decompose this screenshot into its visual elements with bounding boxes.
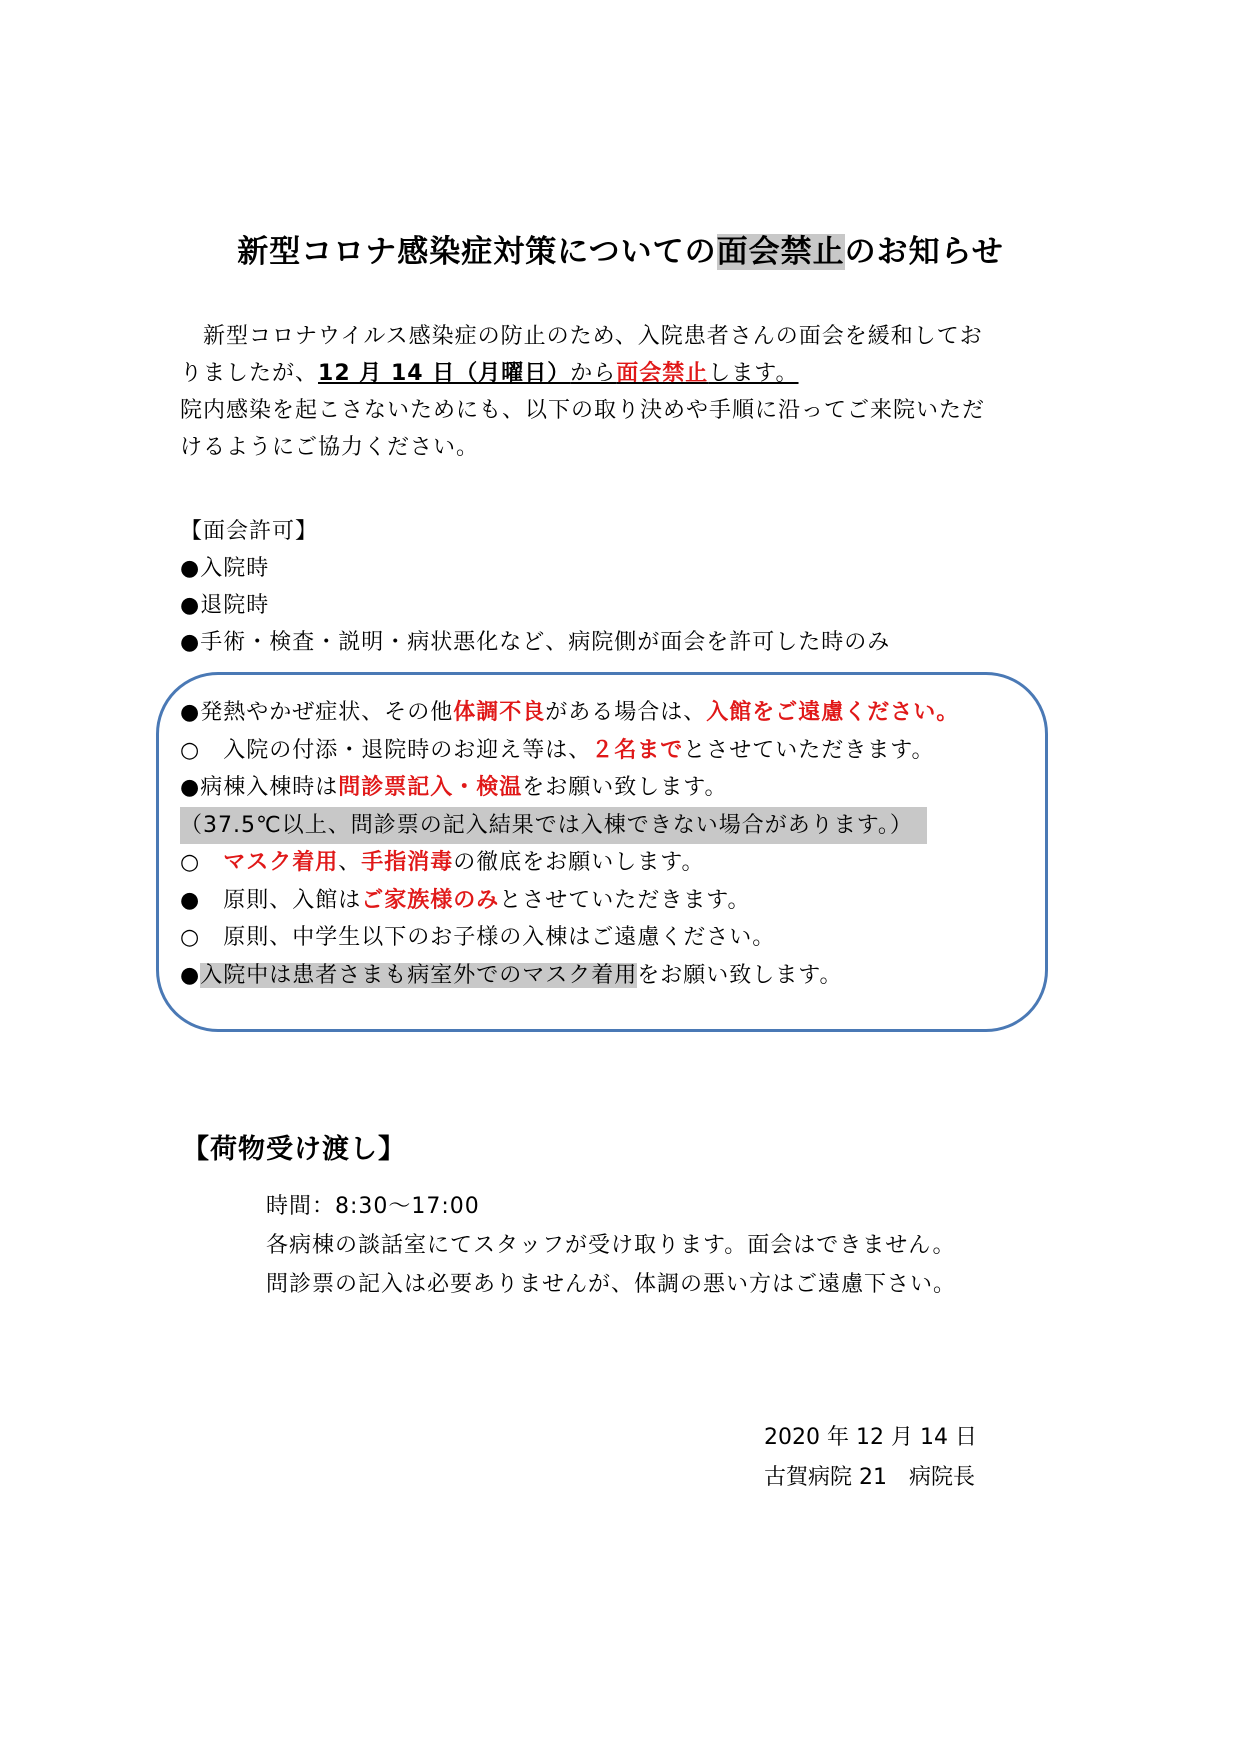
intro-line: 院内感染を起こさないためにも、以下の取り決めや手順に沿ってご来院いただ <box>180 398 986 423</box>
rule-text: とさせていただきます。 <box>499 887 751 913</box>
sign-author: 古賀病院 21 病院長 <box>764 1465 975 1490</box>
intro-ban-text: 面会禁止 <box>616 361 709 386</box>
permit-item: ●退院時 <box>180 593 270 618</box>
intro-text: から <box>570 361 617 386</box>
permit-item: ●入院時 <box>180 556 270 581</box>
page-title <box>0 226 1241 271</box>
rule-text: ○ 入院の付添・退院時のお迎え等は、 <box>180 737 592 763</box>
rule-emphasis: 手指消毒 <box>361 850 454 875</box>
permit-section <box>180 513 890 661</box>
title-prefix: 新型コロナ感染症対策についての <box>237 234 717 270</box>
rule-text: ○ <box>180 850 224 875</box>
parcel-heading: 【荷物受け渡し】 <box>182 1134 406 1165</box>
intro-line: 新型コロナウイルス感染症の防止のため、入院患者さんの面会を緩和してお <box>180 324 983 349</box>
intro-text: りましたが、 <box>180 361 319 386</box>
intro-date-text: 12 月 14 日（月曜日） <box>318 361 571 386</box>
intro-line <box>180 355 1080 392</box>
parcel-line: 問診票の記入は必要ありませんが、体調の悪い方はご遠慮下さい。 <box>266 1272 957 1297</box>
rule-text: ●発熱やかぜ症状、その他 <box>180 700 454 725</box>
rule-text: がある場合は、 <box>545 700 707 725</box>
rule-text: ●病棟入棟時は <box>180 775 339 800</box>
rule-text: 、 <box>338 850 362 875</box>
parcel-section <box>266 1187 956 1304</box>
intro-date <box>318 361 799 386</box>
rule-text: ● <box>180 962 201 988</box>
rule-text: の徹底をお願いします。 <box>453 850 705 875</box>
signature-block <box>764 1418 977 1498</box>
rule-text: とさせていただきます。 <box>683 737 935 763</box>
rules-list <box>180 694 959 994</box>
intro-paragraph <box>180 318 1080 466</box>
rule-item <box>180 882 959 920</box>
rule-emphasis: 問診票記入・検温 <box>338 775 523 800</box>
rule-emphasis: マスク着用 <box>223 850 339 875</box>
rule-text: ● 原則、入館は <box>180 887 362 913</box>
intro-line: けるようにご協力ください。 <box>180 435 480 460</box>
title-highlight: 面会禁止 <box>716 234 845 270</box>
sign-date: 2020 年 12 月 14 日 <box>764 1425 977 1450</box>
rule-note <box>180 807 959 845</box>
permit-item: ●手術・検査・説明・病状悪化など、病院側が面会を許可した時のみ <box>180 630 891 655</box>
parcel-line: 時間：8:30～17:00 <box>266 1194 480 1219</box>
rule-emphasis: 入館をご遠慮ください。 <box>706 700 960 725</box>
rule-note-text: （37.5℃以上、問診票の記入結果では入棟できない場合があります。） <box>180 807 927 845</box>
rule-emphasis: ２名まで <box>591 737 684 763</box>
rule-highlight: 入院中は患者さまも病室外でのマスク着用 <box>200 962 638 988</box>
rule-item <box>180 769 959 807</box>
rule-item <box>180 694 959 732</box>
title-suffix: のお知らせ <box>844 234 1004 270</box>
rule-text: をお願い致します。 <box>637 962 843 988</box>
rule-emphasis: 体調不良 <box>453 700 546 725</box>
rule-emphasis: ご家族様のみ <box>361 887 500 913</box>
permit-heading: 【面会許可】 <box>180 519 319 544</box>
parcel-line: 各病棟の談話室にてスタッフが受け取ります。面会はできません。 <box>266 1233 956 1258</box>
rule-text: をお願い致します。 <box>522 775 728 800</box>
rule-item: ○ 原則、中学生以下のお子様の入棟はご遠慮ください。 <box>180 925 776 950</box>
rule-item <box>180 844 959 882</box>
rule-item <box>180 732 959 770</box>
intro-text: します。 <box>708 361 799 386</box>
rule-item <box>180 957 959 995</box>
